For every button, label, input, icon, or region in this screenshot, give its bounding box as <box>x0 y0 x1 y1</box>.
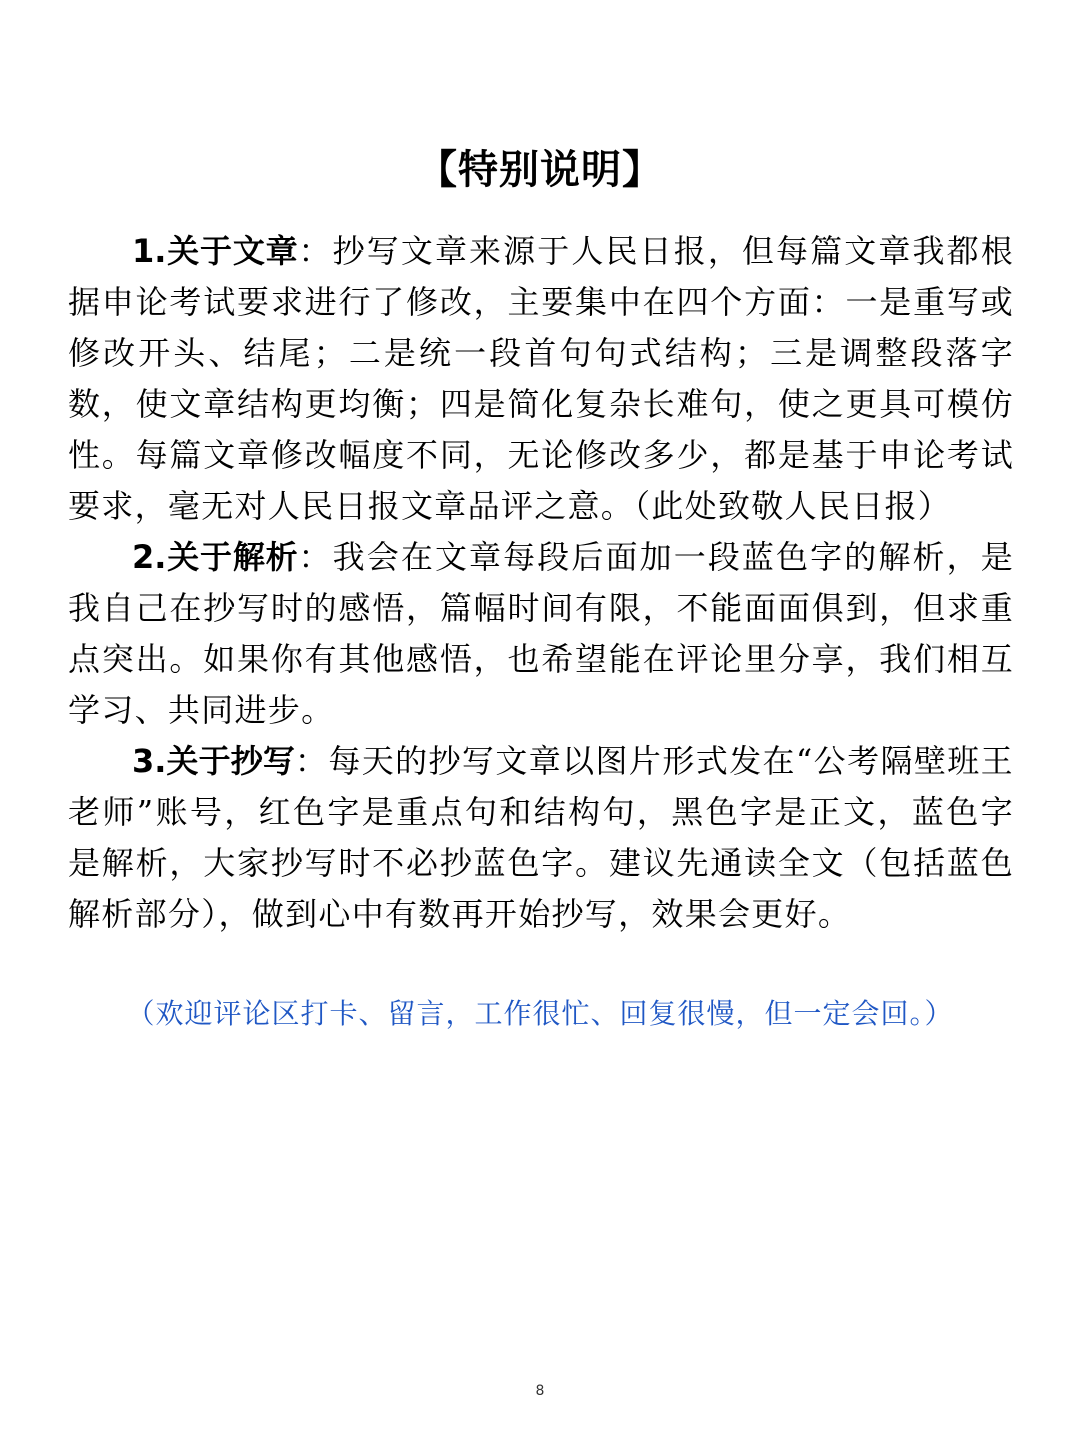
section-colon: ： <box>298 232 333 270</box>
section-article <box>68 226 1014 532</box>
section-text: 我会在文章每段后面加一段蓝色字的解析，是我自己在抄写时的感悟，篇幅时间有限，不能面面俱到，但求重点突出。如果你有其他感悟，也希望能在评论里分享，我们相互学习、共同进步。 <box>68 538 1014 729</box>
content <box>68 226 1014 940</box>
page-title: 【特别说明】 <box>417 147 663 193</box>
section-colon: ： <box>298 538 333 576</box>
section-colon: ： <box>294 742 329 780</box>
section-copying <box>68 736 1014 940</box>
section-label: 2.关于解析 <box>132 538 299 576</box>
section-text: 每天的抄写文章以图片形式发在“公考隔壁班王老师”账号，红色字是重点句和结构句，黑色字是正文，蓝色字是解析，大家抄写时不必抄蓝色字。建议先通读全文（包括蓝色解析部分），做到心中有数再开始抄写，效果会更好。 <box>68 742 1014 933</box>
section-label: 1.关于文章 <box>132 232 299 270</box>
section-label: 3.关于抄写 <box>132 742 295 780</box>
section-analysis <box>68 532 1014 736</box>
page-number: 8 <box>535 1383 545 1399</box>
comment-note: （欢迎评论区打卡、留言，工作很忙、回复很慢，但一定会回。） <box>126 997 954 1030</box>
section-text: 抄写文章来源于人民日报，但每篇文章我都根据申论考试要求进行了修改，主要集中在四个方面：一是重写或修改开头、结尾；二是统一段首句句式结构；三是调整段落字数，使文章结构更均衡；四是简化复杂长难句，使之更具可模仿性。每篇文章修改幅度不同，无论修改多少，都是基于申论考试要求，毫无对人民日报文章品评之意。（此处致敬人民日报） <box>68 232 1014 525</box>
